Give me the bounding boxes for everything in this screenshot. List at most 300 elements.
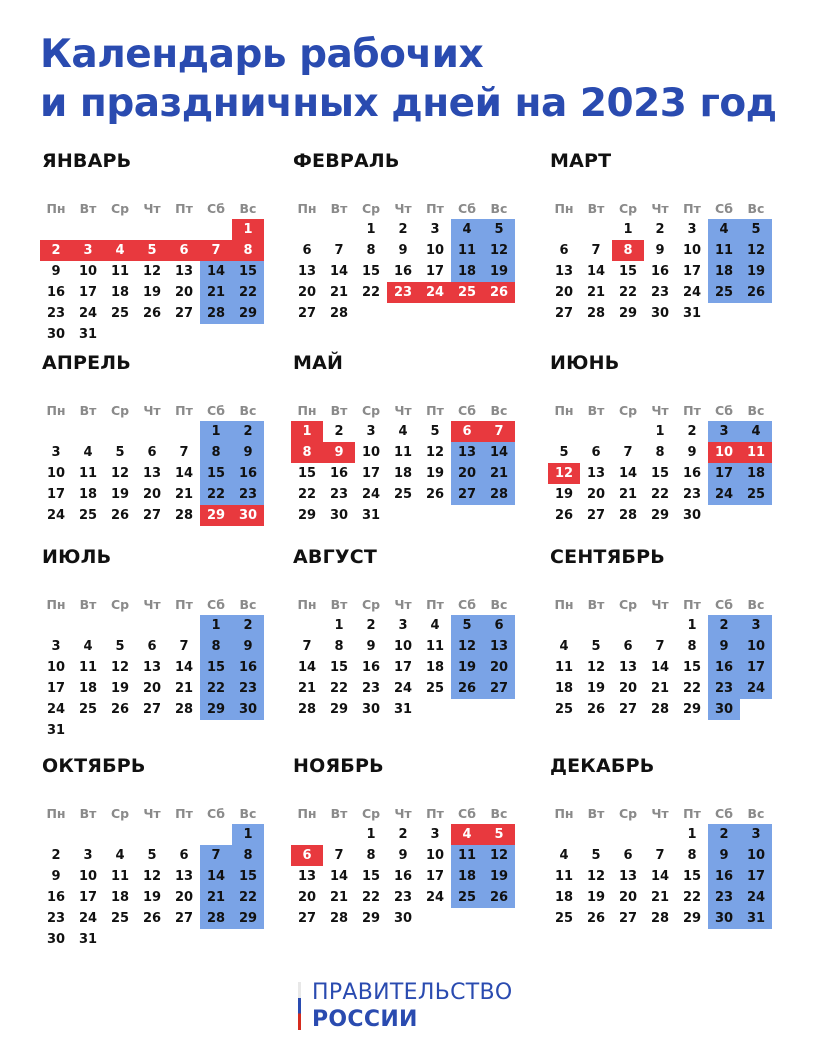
day-cell: 20 xyxy=(297,890,317,905)
day-cell: 13 xyxy=(174,264,194,279)
day-cell: 21 xyxy=(174,681,194,696)
day-cell: 10 xyxy=(361,445,381,460)
day-cell: 15 xyxy=(361,869,381,884)
month-name: НОЯБРЬ xyxy=(293,755,384,777)
day-cell: 17 xyxy=(46,681,66,696)
day-cell: 11 xyxy=(554,869,574,884)
weekday-header: Ср xyxy=(361,597,381,612)
day-cell: 8 xyxy=(366,848,376,863)
day-cell: 23 xyxy=(46,911,66,926)
weekend-day-cell: 2 xyxy=(708,615,740,636)
day-cell: 16 xyxy=(46,285,66,300)
day-cell: 13 xyxy=(618,869,638,884)
day-cell: 17 xyxy=(78,890,98,905)
weekend-day-cell: 12 xyxy=(451,636,483,657)
day-cell: 21 xyxy=(329,285,349,300)
day-cell: 31 xyxy=(46,723,66,738)
day-cell: 4 xyxy=(559,639,569,654)
weekend-day-cell: 16 xyxy=(708,657,740,678)
day-cell: 22 xyxy=(297,487,317,502)
weekday-header: Сб xyxy=(715,597,733,612)
day-cell: 5 xyxy=(591,639,601,654)
day-cell: 10 xyxy=(46,466,66,481)
title-line-1: Календарь рабочих xyxy=(40,32,484,77)
weekday-header: Пт xyxy=(683,597,701,612)
weekday-header: Пт xyxy=(175,806,193,821)
weekday-header: Сб xyxy=(207,597,225,612)
weekday-header: Чт xyxy=(394,403,412,418)
weekday-header: Вт xyxy=(330,403,348,418)
title-line-2: и праздничных дней на 2023 год xyxy=(40,81,777,126)
weekday-header: Вс xyxy=(239,403,257,418)
day-cell: 7 xyxy=(591,243,601,258)
day-cell: 9 xyxy=(398,848,408,863)
day-cell: 8 xyxy=(655,445,665,460)
weekday-header: Чт xyxy=(651,597,669,612)
weekend-day-cell: 12 xyxy=(740,240,772,261)
day-cell: 9 xyxy=(687,445,697,460)
day-cell: 12 xyxy=(586,869,606,884)
weekend-day-cell: 24 xyxy=(740,887,772,908)
weekend-day-cell: 22 xyxy=(200,484,232,505)
day-cell: 1 xyxy=(623,222,633,237)
weekday-header: Чт xyxy=(394,806,412,821)
weekend-day-cell: 13 xyxy=(483,636,515,657)
weekday-header: Пт xyxy=(175,403,193,418)
holiday-day-cell: 6 xyxy=(168,240,200,261)
weekday-header: Вт xyxy=(330,201,348,216)
day-cell: 7 xyxy=(334,848,344,863)
day-cell: 26 xyxy=(586,702,606,717)
weekend-day-cell: 9 xyxy=(708,636,740,657)
weekend-day-cell: 18 xyxy=(708,261,740,282)
month-name: ИЮНЬ xyxy=(550,352,620,374)
day-cell: 1 xyxy=(366,222,376,237)
day-cell: 24 xyxy=(46,508,66,523)
day-cell: 7 xyxy=(179,639,189,654)
day-cell: 23 xyxy=(393,890,413,905)
weekday-header: Вт xyxy=(587,597,605,612)
day-cell: 10 xyxy=(425,243,445,258)
day-cell: 28 xyxy=(618,508,638,523)
weekend-day-cell: 10 xyxy=(740,636,772,657)
day-cell: 30 xyxy=(361,702,381,717)
weekend-day-cell: 8 xyxy=(232,845,264,866)
weekday-header: Вт xyxy=(587,806,605,821)
weekday-header: Вт xyxy=(79,597,97,612)
day-cell: 21 xyxy=(329,890,349,905)
day-cell: 5 xyxy=(559,445,569,460)
day-cell: 29 xyxy=(618,306,638,321)
weekend-day-cell: 12 xyxy=(483,845,515,866)
day-cell: 18 xyxy=(110,285,130,300)
holiday-day-cell: 3 xyxy=(72,240,104,261)
day-cell: 9 xyxy=(366,639,376,654)
weekend-day-cell: 1 xyxy=(200,421,232,442)
day-cell: 19 xyxy=(110,681,130,696)
day-cell: 21 xyxy=(618,487,638,502)
weekend-day-cell: 21 xyxy=(200,282,232,303)
day-cell: 7 xyxy=(623,445,633,460)
day-cell: 7 xyxy=(334,243,344,258)
day-cell: 12 xyxy=(142,264,162,279)
day-cell: 1 xyxy=(687,827,697,842)
day-cell: 13 xyxy=(618,660,638,675)
holiday-day-cell: 1 xyxy=(232,219,264,240)
month-name: ИЮЛЬ xyxy=(42,546,112,568)
holiday-day-cell: 1 xyxy=(291,421,323,442)
day-cell: 13 xyxy=(142,466,162,481)
day-cell: 1 xyxy=(334,618,344,633)
weekday-header: Сб xyxy=(458,806,476,821)
weekday-header: Сб xyxy=(207,806,225,821)
weekend-day-cell: 27 xyxy=(483,678,515,699)
weekend-day-cell: 22 xyxy=(232,282,264,303)
month-name: СЕНТЯБРЬ xyxy=(550,546,665,568)
day-cell: 29 xyxy=(682,911,702,926)
day-cell: 27 xyxy=(297,306,317,321)
day-cell: 5 xyxy=(591,848,601,863)
day-cell: 31 xyxy=(393,702,413,717)
weekday-header: Вт xyxy=(79,806,97,821)
weekend-day-cell: 20 xyxy=(451,463,483,484)
day-cell: 10 xyxy=(78,264,98,279)
weekday-header: Ср xyxy=(618,201,638,216)
weekend-day-cell: 11 xyxy=(708,240,740,261)
weekday-header: Пт xyxy=(683,806,701,821)
day-cell: 24 xyxy=(46,702,66,717)
day-cell: 23 xyxy=(650,285,670,300)
weekday-header: Пн xyxy=(554,597,574,612)
day-cell: 17 xyxy=(425,869,445,884)
day-cell: 15 xyxy=(329,660,349,675)
day-cell: 19 xyxy=(586,890,606,905)
weekend-day-cell: 15 xyxy=(232,261,264,282)
holiday-day-cell: 4 xyxy=(104,240,136,261)
weekend-day-cell: 4 xyxy=(451,219,483,240)
weekend-day-cell: 11 xyxy=(451,845,483,866)
day-cell: 8 xyxy=(687,848,697,863)
day-cell: 21 xyxy=(650,681,670,696)
day-cell: 11 xyxy=(554,660,574,675)
weekend-day-cell: 19 xyxy=(483,866,515,887)
day-cell: 24 xyxy=(361,487,381,502)
day-cell: 31 xyxy=(361,508,381,523)
day-cell: 18 xyxy=(78,681,98,696)
weekend-day-cell: 8 xyxy=(200,636,232,657)
day-cell: 14 xyxy=(650,869,670,884)
holiday-day-cell: 11 xyxy=(740,442,772,463)
day-cell: 27 xyxy=(142,508,162,523)
day-cell: 15 xyxy=(682,869,702,884)
weekend-day-cell: 25 xyxy=(451,887,483,908)
day-cell: 22 xyxy=(329,681,349,696)
day-cell: 4 xyxy=(398,424,408,439)
weekend-day-cell: 7 xyxy=(200,845,232,866)
weekday-header: Вс xyxy=(490,201,508,216)
page-title xyxy=(40,30,777,128)
day-cell: 15 xyxy=(297,466,317,481)
weekday-header: Пт xyxy=(426,403,444,418)
weekday-header: Ср xyxy=(618,403,638,418)
holiday-day-cell: 5 xyxy=(136,240,168,261)
day-cell: 23 xyxy=(361,681,381,696)
weekday-header: Вс xyxy=(490,806,508,821)
day-cell: 20 xyxy=(297,285,317,300)
day-cell: 2 xyxy=(655,222,665,237)
weekday-header: Ср xyxy=(618,806,638,821)
day-cell: 6 xyxy=(147,639,157,654)
day-cell: 7 xyxy=(655,639,665,654)
weekend-day-cell: 23 xyxy=(232,484,264,505)
day-cell: 14 xyxy=(586,264,606,279)
weekend-day-cell: 28 xyxy=(200,908,232,929)
day-cell: 24 xyxy=(78,306,98,321)
day-cell: 20 xyxy=(142,487,162,502)
weekday-header: Пн xyxy=(554,201,574,216)
weekend-day-cell: 21 xyxy=(200,887,232,908)
weekday-header: Вс xyxy=(490,597,508,612)
day-cell: 25 xyxy=(78,702,98,717)
weekend-day-cell: 15 xyxy=(232,866,264,887)
weekend-day-cell: 23 xyxy=(708,887,740,908)
day-cell: 31 xyxy=(78,327,98,342)
day-cell: 28 xyxy=(174,508,194,523)
weekday-header: Ср xyxy=(110,597,130,612)
weekend-day-cell: 17 xyxy=(740,866,772,887)
day-cell: 19 xyxy=(142,285,162,300)
holiday-day-cell: 6 xyxy=(451,421,483,442)
weekday-header: Вс xyxy=(747,201,765,216)
weekday-header: Сб xyxy=(715,403,733,418)
weekday-header: Пн xyxy=(554,806,574,821)
weekend-day-cell: 1 xyxy=(232,824,264,845)
day-cell: 26 xyxy=(142,306,162,321)
day-cell: 6 xyxy=(591,445,601,460)
day-cell: 16 xyxy=(361,660,381,675)
holiday-day-cell: 4 xyxy=(451,824,483,845)
weekday-header: Ср xyxy=(361,201,381,216)
weekday-header: Сб xyxy=(458,201,476,216)
day-cell: 23 xyxy=(46,306,66,321)
flag-bar-icon xyxy=(298,982,301,1030)
holiday-day-cell: 8 xyxy=(232,240,264,261)
day-cell: 25 xyxy=(110,306,130,321)
weekday-header: Пт xyxy=(175,201,193,216)
day-cell: 20 xyxy=(142,681,162,696)
day-cell: 25 xyxy=(78,508,98,523)
day-cell: 6 xyxy=(302,243,312,258)
day-cell: 15 xyxy=(361,264,381,279)
weekend-day-cell: 16 xyxy=(232,463,264,484)
weekday-header: Чт xyxy=(143,597,161,612)
weekend-day-cell: 25 xyxy=(708,282,740,303)
weekday-header: Пт xyxy=(426,201,444,216)
day-cell: 8 xyxy=(687,639,697,654)
day-cell: 7 xyxy=(179,445,189,460)
logo-line-2: РОССИИ xyxy=(312,1007,418,1032)
day-cell: 3 xyxy=(430,222,440,237)
day-cell: 12 xyxy=(142,869,162,884)
day-cell: 22 xyxy=(361,285,381,300)
day-cell: 19 xyxy=(110,487,130,502)
weekend-day-cell: 15 xyxy=(200,657,232,678)
weekend-day-cell: 8 xyxy=(200,442,232,463)
day-cell: 6 xyxy=(623,639,633,654)
day-cell: 17 xyxy=(682,264,702,279)
day-cell: 15 xyxy=(650,466,670,481)
day-cell: 30 xyxy=(393,911,413,926)
weekend-day-cell: 2 xyxy=(232,615,264,636)
day-cell: 26 xyxy=(142,911,162,926)
weekend-day-cell: 29 xyxy=(232,303,264,324)
day-cell: 23 xyxy=(682,487,702,502)
day-cell: 7 xyxy=(302,639,312,654)
weekend-day-cell: 14 xyxy=(200,866,232,887)
weekend-day-cell: 31 xyxy=(740,908,772,929)
weekday-header: Пн xyxy=(554,403,574,418)
day-cell: 13 xyxy=(174,869,194,884)
day-cell: 22 xyxy=(650,487,670,502)
day-cell: 3 xyxy=(687,222,697,237)
day-cell: 13 xyxy=(297,869,317,884)
weekday-header: Вт xyxy=(587,201,605,216)
holiday-day-cell: 7 xyxy=(483,421,515,442)
day-cell: 29 xyxy=(329,702,349,717)
weekend-day-cell: 23 xyxy=(708,678,740,699)
day-cell: 24 xyxy=(682,285,702,300)
day-cell: 4 xyxy=(83,445,93,460)
holiday-day-cell: 6 xyxy=(291,845,323,866)
day-cell: 4 xyxy=(115,848,125,863)
day-cell: 3 xyxy=(83,848,93,863)
day-cell: 16 xyxy=(682,466,702,481)
day-cell: 27 xyxy=(297,911,317,926)
day-cell: 16 xyxy=(393,869,413,884)
weekend-day-cell: 4 xyxy=(740,421,772,442)
day-cell: 30 xyxy=(46,932,66,947)
day-cell: 2 xyxy=(51,848,61,863)
day-cell: 13 xyxy=(297,264,317,279)
day-cell: 27 xyxy=(174,306,194,321)
holiday-day-cell: 23 xyxy=(387,282,419,303)
day-cell: 16 xyxy=(393,264,413,279)
weekday-header: Пн xyxy=(46,201,66,216)
weekend-day-cell: 13 xyxy=(451,442,483,463)
day-cell: 14 xyxy=(650,660,670,675)
day-cell: 9 xyxy=(51,264,61,279)
day-cell: 14 xyxy=(174,660,194,675)
day-cell: 2 xyxy=(398,222,408,237)
weekend-day-cell: 5 xyxy=(483,219,515,240)
day-cell: 21 xyxy=(586,285,606,300)
weekend-day-cell: 18 xyxy=(740,463,772,484)
day-cell: 19 xyxy=(586,681,606,696)
weekday-header: Чт xyxy=(143,201,161,216)
day-cell: 13 xyxy=(586,466,606,481)
weekday-header: Вт xyxy=(79,403,97,418)
day-cell: 5 xyxy=(115,639,125,654)
day-cell: 12 xyxy=(110,466,130,481)
weekend-day-cell: 25 xyxy=(740,484,772,505)
day-cell: 20 xyxy=(618,890,638,905)
day-cell: 16 xyxy=(46,890,66,905)
day-cell: 21 xyxy=(650,890,670,905)
day-cell: 26 xyxy=(554,508,574,523)
weekday-header: Пт xyxy=(683,201,701,216)
day-cell: 18 xyxy=(110,890,130,905)
day-cell: 1 xyxy=(366,827,376,842)
weekend-day-cell: 5 xyxy=(451,615,483,636)
day-cell: 6 xyxy=(147,445,157,460)
weekend-day-cell: 23 xyxy=(232,678,264,699)
weekday-header: Пн xyxy=(46,806,66,821)
holiday-day-cell: 7 xyxy=(200,240,232,261)
weekday-header: Вс xyxy=(239,201,257,216)
weekend-day-cell: 17 xyxy=(740,657,772,678)
day-cell: 22 xyxy=(618,285,638,300)
day-cell: 9 xyxy=(398,243,408,258)
day-cell: 27 xyxy=(142,702,162,717)
day-cell: 11 xyxy=(78,660,98,675)
weekend-day-cell: 26 xyxy=(740,282,772,303)
day-cell: 8 xyxy=(366,243,376,258)
weekend-day-cell: 28 xyxy=(483,484,515,505)
day-cell: 24 xyxy=(425,890,445,905)
holiday-day-cell: 24 xyxy=(419,282,451,303)
day-cell: 3 xyxy=(366,424,376,439)
weekend-day-cell: 11 xyxy=(451,240,483,261)
day-cell: 30 xyxy=(682,508,702,523)
weekday-header: Пт xyxy=(683,403,701,418)
day-cell: 19 xyxy=(425,466,445,481)
day-cell: 19 xyxy=(554,487,574,502)
day-cell: 25 xyxy=(425,681,445,696)
day-cell: 12 xyxy=(110,660,130,675)
day-cell: 5 xyxy=(430,424,440,439)
weekday-header: Вс xyxy=(239,806,257,821)
day-cell: 2 xyxy=(687,424,697,439)
day-cell: 10 xyxy=(46,660,66,675)
holiday-day-cell: 8 xyxy=(612,240,644,261)
day-cell: 17 xyxy=(425,264,445,279)
day-cell: 27 xyxy=(618,702,638,717)
day-cell: 24 xyxy=(78,911,98,926)
holiday-day-cell: 2 xyxy=(40,240,72,261)
weekend-day-cell: 6 xyxy=(483,615,515,636)
day-cell: 18 xyxy=(425,660,445,675)
weekday-header: Пн xyxy=(46,403,66,418)
day-cell: 30 xyxy=(650,306,670,321)
day-cell: 25 xyxy=(110,911,130,926)
day-cell: 17 xyxy=(361,466,381,481)
day-cell: 2 xyxy=(366,618,376,633)
weekend-day-cell: 19 xyxy=(483,261,515,282)
weekend-day-cell: 20 xyxy=(483,657,515,678)
weekday-header: Сб xyxy=(715,201,733,216)
day-cell: 9 xyxy=(51,869,61,884)
weekday-header: Чт xyxy=(394,597,412,612)
weekday-header: Вт xyxy=(330,806,348,821)
day-cell: 29 xyxy=(297,508,317,523)
day-cell: 28 xyxy=(297,702,317,717)
day-cell: 22 xyxy=(682,681,702,696)
holiday-day-cell: 12 xyxy=(548,463,580,484)
weekend-day-cell: 2 xyxy=(708,824,740,845)
weekday-header: Пт xyxy=(175,597,193,612)
holiday-day-cell: 30 xyxy=(232,505,264,526)
weekday-header: Ср xyxy=(361,806,381,821)
